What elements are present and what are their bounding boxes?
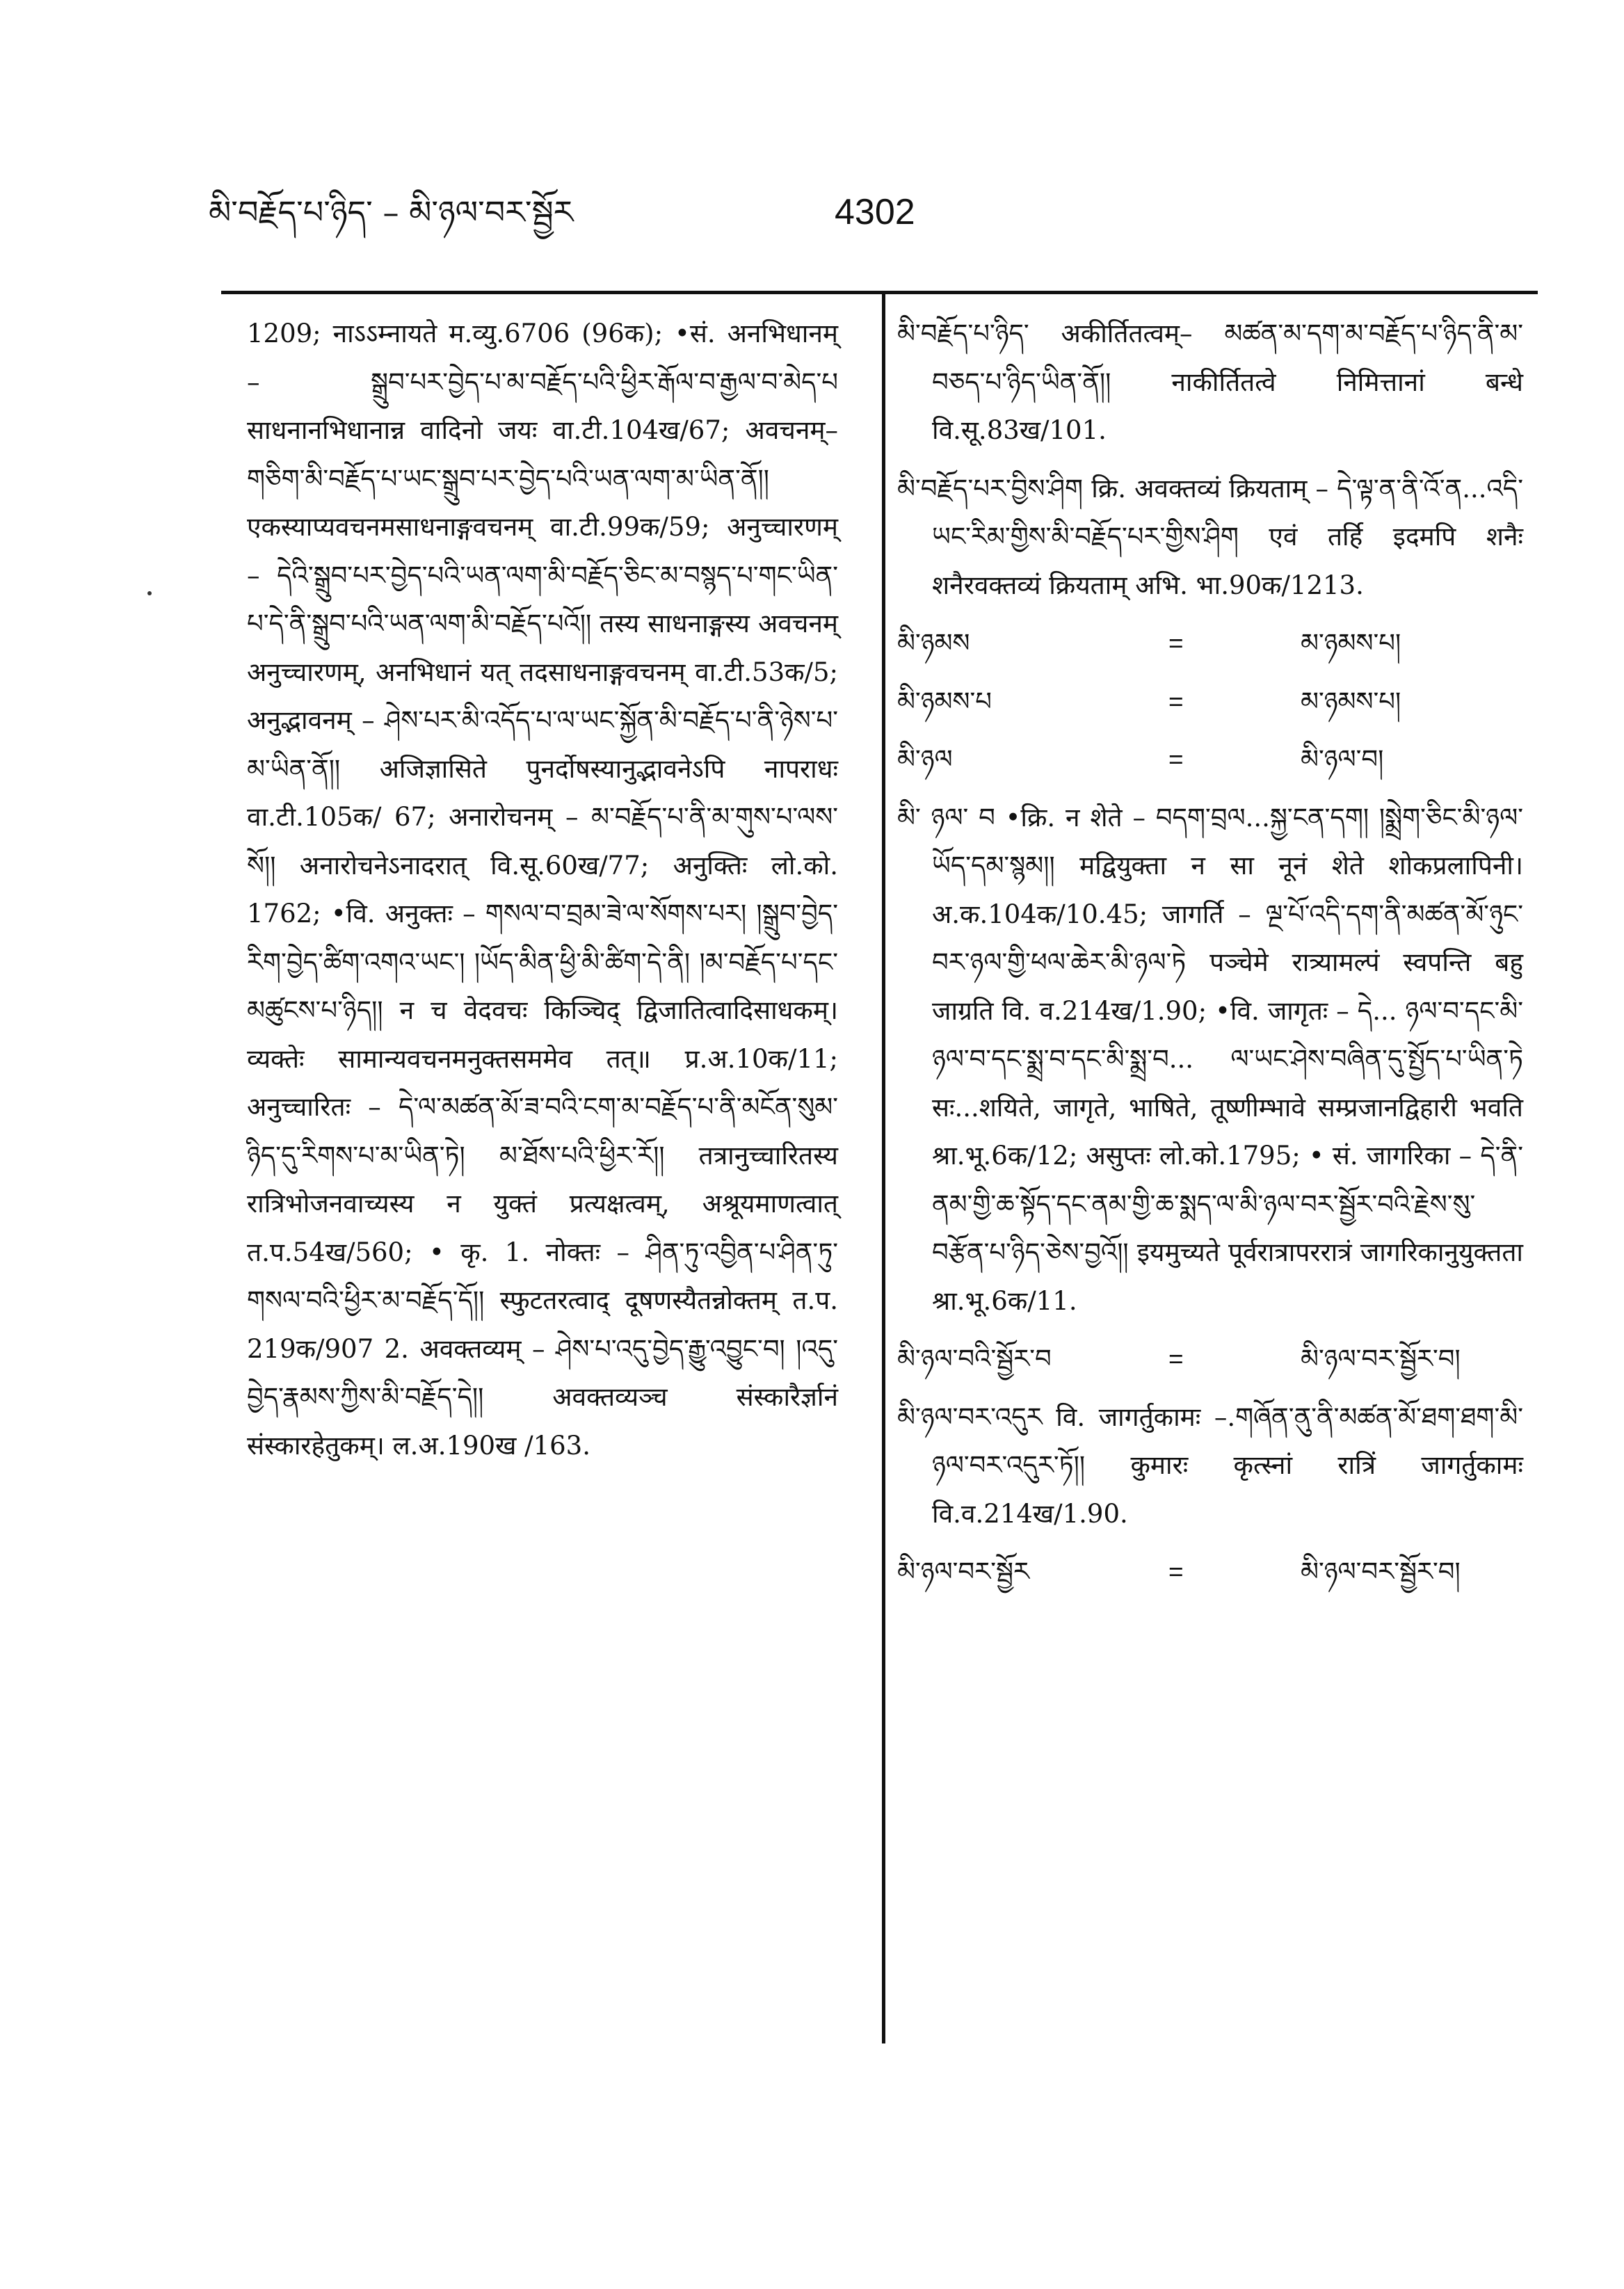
equals-sign: = [1168,1557,1184,1586]
crossref-head: མི་ཉལ [897,744,953,774]
crossref-mi-nyams [897,619,1523,668]
entry-mi-nyal-bar-dur: མི་ཉལ་བར་འདུར वि. जागर्तुकामः –.གཞོན་ནུ་ནི་མཚན་མོ་ཐག་ཐག་མི་ཉལ་བར་འདུར་ཏོ།། कुमारः कृत्स्नां रात्रिं जागर्तुकामः वि.व.214ख/1.90. [897,1401,1523,1529]
running-header: མི་བརྗོད་པ་ཉིད་ – མི་ཉལ་བར་སྦྱོར [209,193,574,231]
entry-mi-brjod-par-gyis-shig: མི་བརྗོད་པར་བྱིས་ཤིག क्रि. अवक्तव्यं क्रियताम् – དེ་ལྟ་ན་ནི་འོ་ན...འདི་ཡང་རིམ་གྱིས་མི་བརྗོད་པར་གྱིས་ཤིག एवं तर्हि इदमपि शनैः शनैरवक्तव्यं क्रियताम् अभि. भा.90क/1213. [897,473,1523,600]
equals-sign: = [1168,686,1184,716]
crossref-head: མི་ཉལ་བའི་སྦྱོར་བ [897,1344,1052,1374]
crossref-mi-nyal-bar-sbyor [897,1548,1523,1596]
crossref-target: མི་ཉལ་བར་སྦྱོར་བ། [1301,1344,1461,1374]
crossref-mi-nyal [897,735,1523,784]
crossref-target: མ་ཉམས་པ། [1301,628,1401,658]
crossref-head: མི་ཉམས་པ [897,686,992,716]
page-number: 4302 [835,192,915,232]
top-rule [221,291,1538,294]
crossref-head: མི་ཉལ་བར་སྦྱོར [897,1557,1029,1587]
crossref-target: མ་ཉམས་པ། [1301,686,1401,716]
equals-sign: = [1168,1344,1184,1373]
crossref-target: མི་ཉལ་བར་སྦྱོར་བ། [1301,1557,1461,1587]
entry-mi-nyal-ba: མི་ ཉལ་ བ •क्रि. न शेते – བདག་བྲལ...སྐྱ་ངན་དག། །སྨྲེག་ཅིང་མི་ཉལ་ཡོད་དམ་སྙམ།། मद्वियुक्ता न सा नूनं शेते शोकप्रलापिनी। अ.क.104क/10.45; जागर्ति – ལྔ་པོ་འདི་དག་ནི་མཚན་མོ་ཉུང་བར་ཉལ་གྱི་ཕལ་ཆེར་མི་ཉལ་ཏེ पञ्चेमे रात्र्यामल्पं स्वपन्ति बहु जाग्रति वि. व.214ख/1.90; •वि. जागृतः – དེ... ཉལ་བ་དང་མི་ཉལ་བ་དང་སྨྲ་བ་དང་མི་སྨྲ་བ... ལ་ཡང་ཤེས་བཞིན་དུ་སྤྱོད་པ་ཡིན་ཏེ सः...शयिते, जागृते, भाषिते, तूष्णीम्भावे सम्प्रजानद्विहारी भवति श्रा.भू.6क/12; असुप्तः लो.को.1795; • सं. जागरिका – དེ་ནི་ནམ་གྱི་ཆ་སྟོད་དང་ནམ་གྱི་ཆ་སྨད་ལ་མི་ཉལ་བར་སྦྱོར་བའི་རྗེས་སུ་བརྩོན་པ་ཉིད་ཅེས་བྱའོ།། इयमुच्यते पूर्वरात्रापररात्रं जागरिकानुयुक्तता श्रा.भू.6क/11. [897,802,1523,1316]
equals-sign: = [1168,745,1184,773]
entry-mi-brjod-pa-nyid: མི་བརྗོད་པ་ཉིད་ अकीर्तितत्वम्– མཚན་མ་དག་མ་བརྗོད་པ་ཉིད་ནི་མ་བཅད་པ་ཉིད་ཡིན་ནོ།། नाकीर्तितत्वे निमित्तानां बन्धे वि.सू.83ख/101. [897,319,1523,445]
crossref-mi-nyams-pa [897,677,1523,726]
margin-speck [147,591,152,595]
crossref-mi-nyal-bai-sbyor-ba [897,1335,1523,1383]
left-column-paragraph: 1209; नाऽऽम्नायते म.व्यु.6706 (96क); •सं. अनभिधानम् – སྒྲུབ་པར་བྱེད་པ་མ་བརྗོད་པའི་ཕྱིར་རྒོལ་བ་རྒྱལ་བ་མེད་པ साधनानभिधानान्न वादिनो जयः वा.टी.104ख/67; अवचनम्– གཅིག་མི་བརྗོད་པ་ཡང་སྒྲུབ་པར་བྱེད་པའི་ཡན་ལག་མ་ཡིན་ནོ།། एकस्याप्यवचनमसाधनाङ्गवचनम् वा.टी.99क/59; अनुच्चारणम् – དེའི་སྒྲུབ་པར་བྱེད་པའི་ཡན་ལག་མི་བརྗོད་ཅིང་མ་བསྙད་པ་གང་ཡིན་པ་དེ་ནི་སྒྲུབ་པའི་ཡན་ལག་མི་བརྗོད་པའོ།། तस्य साधनाङ्गस्य अवचनम् अनुच्चारणम्, अनभिधानं यत् तदसाधनाङ्गवचनम् वा.टी.53क/5; अनुद्भावनम् – ཤེས་པར་མི་འདོད་པ་ལ་ཡང་སྐྱོན་མི་བརྗོད་པ་ནི་ཉེས་པ་མ་ཡིན་ནོ།། अजिज्ञासिते पुनर्दोषस्यानुद्भावनेऽपि नापराधः वा.टी.105क/ 67; अनारोचनम् – མ་བརྗོད་པ་ནི་མ་གུས་པ་ལས་སོ།། अनारोचनेऽनादरात् वि.सू.60ख/77; अनुक्तिः लो.को. 1762; •वि. अनुक्तः – གསལ་བ་བྲམ་ཟེ་ལ་སོགས་པར། །སྒྲུབ་བྱེད་རིག་བྱེད་ཚིག་འགའ་ཡང་། །ཡོད་མིན་ཕྱི་མི་ཚིག་དེ་ནི། །མ་བརྗོད་པ་དང་མཚུངས་པ་ཉིད།། न च वेदवचः किञ्चिद् द्विजातित्वादिसाधकम्। व्यक्तेः सामान्यवचनमनुक्तसममेव तत्॥ प्र.अ.10क/11; अनुच्चारितः – དེ་ལ་མཚན་མོ་ཟ་བའི་ངག་མ་བརྗོད་པ་ནི་མངོན་སུམ་ཉིད་དུ་རིགས་པ་མ་ཡིན་ཏེ། མ་ཐོས་པའི་ཕྱིར་རོ།། तत्रानुच्चारितस्य रात्रिभोजनवाच्यस्य न युक्तं प्रत्यक्षत्वम्, अश्रूयमाणत्वात् त.प.54ख/560; • कृ. 1. नोक्तः – ཤིན་ཏུ་འབྱིན་པ་ཤིན་ཏུ་གསལ་བའི་ཕྱིར་མ་བརྗོད་དོ།། स्फुटतरत्वाद् दूषणस्यैतन्नोक्तम् त.प. 219क/907 2. अवक्तव्यम् – ཤེས་པ་འདུ་བྱེད་རྒྱུ་འབྱུང་བ། །འདུ་བྱེད་རྣམས་ཀྱིས་མི་བརྗོད་དེ།། अवक्तव्यञ्च संस्कारैर्ज्ञानं संस्कारहेतुकम्। ल.अ.190ख /163. [247,319,838,1461]
crossref-head: མི་ཉམས [897,628,970,658]
right-column [897,310,1523,1606]
column-rule [882,291,885,2043]
left-column [247,310,838,1479]
equals-sign: = [1168,629,1184,657]
crossref-target: མི་ཉལ་བ། [1301,744,1384,774]
